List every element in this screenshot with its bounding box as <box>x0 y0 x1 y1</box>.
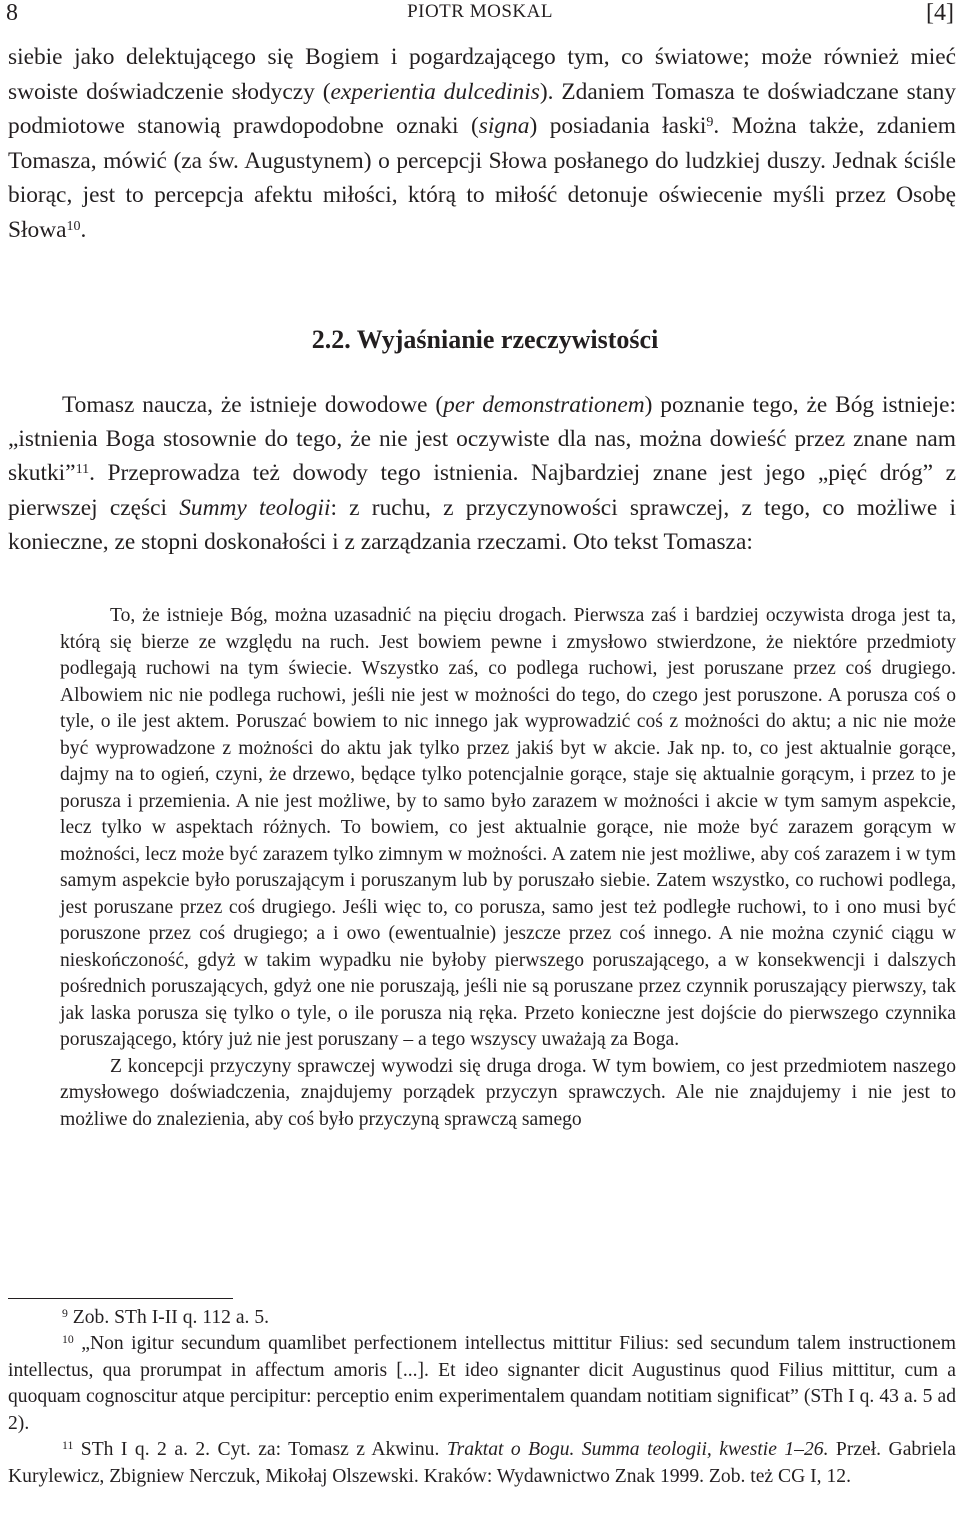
quote-paragraph: Z koncepcji przyczyny sprawczej wywodzi się druga droga. W tym bowiem, co jest przedmiotem naszego zmysłowego doświadczenia, znajdujemy porządek przyczyn sprawczych. Ale nie znajdujemy i nie jest to możliwe do znalezienia, aby coś było przyczyną sprawczą samego <box>60 1055 956 1130</box>
footnote-number: 9 <box>62 1307 68 1321</box>
text-run: ) posiadania łaski <box>529 113 707 139</box>
text-run: . Przeprowadza też dowody tego istnienia. Najbardziej znane jest jego „pięć dróg” z pierwszej części <box>8 460 956 521</box>
running-author: PIOTR MOSKAL <box>407 1 553 22</box>
footnote-number: 10 <box>62 1333 74 1347</box>
text-run: Tomasz naucza, że istnieje dowodowe ( <box>62 392 444 418</box>
latin-term: per demonstrationem <box>443 392 645 418</box>
latin-term: signa <box>478 113 530 139</box>
footnote-number: 11 <box>62 1439 74 1453</box>
book-title: Traktat o Bogu. Summa teologii, kwestie 1–26. <box>446 1439 829 1460</box>
book-title: Summy teologii <box>179 494 331 521</box>
footnote-text: Przeł. Gabriela Kurylewicz, Zbigniew Nerczuk, Mikołaj Olszewski. Kraków: Wydawnictwo Znak 1999. Zob. też CG I, 12. <box>8 1439 956 1487</box>
paragraph-body <box>8 388 956 559</box>
footnote-text: STh I q. 2 a. 2. Cyt. za: Tomasz z Akwinu. <box>80 1439 447 1460</box>
text-run: : z ruchu, z przyczynowości sprawczej, z tego, co możliwe i konieczne, ze stopni doskonałości i z zarządzania rzeczami. Oto tekst Tomasza: <box>8 494 956 555</box>
footnote-10 <box>8 1331 956 1437</box>
section-marker: [4] <box>926 0 954 26</box>
text-run: ). Zdaniem Tomasza te doświadczane stany podmiotowe stanowią prawdopodobne oznaki ( <box>8 78 956 139</box>
footnote-text: Zob. STh I-II q. 112 a. 5. <box>72 1307 270 1328</box>
footnote-ref[interactable]: 10 <box>66 217 81 234</box>
running-header <box>0 0 960 34</box>
footnote-text: „Non igitur secundum quamlibet perfectionem intellectus mittitur Filius: sed secundum talem instructionem intellectus, qua prorumpat in affectum amoris [...]. Et ideo signanter dicit Augustinus quod Filius mittitur, cum a quoquam cognoscitur atque percipitur: perceptio enim experimentalem quandam notitiam significat” (STh I q. 43 a. 5 ad 2). <box>8 1333 956 1434</box>
footnote-ref[interactable]: 9 <box>706 113 714 130</box>
paragraph-intro <box>8 40 956 247</box>
latin-term: experientia dulcedinis <box>330 78 540 105</box>
footnote-11 <box>8 1437 956 1490</box>
block-quote <box>60 603 956 1133</box>
footnote-divider <box>8 1298 233 1299</box>
text-run: siebie jako delektującego się Bogiem i pogardzającego tym, co światowe; może również mieć swoiste doświadczenie słodyczy ( <box>8 44 956 105</box>
footnote-9 <box>8 1305 956 1332</box>
text-run: . <box>80 216 87 243</box>
text-run: . Można także, zdaniem Tomasza, mówić (za św. Augustynem) o percepcji Słowa posłanego do ludzkiej duszy. Jednak ściśle biorąc, jest to percepcja afektu miłości, którą to miłość detonuje oświecenie myśli przez Osobę Słowa <box>8 113 956 243</box>
footnote-ref[interactable]: 11 <box>75 461 90 478</box>
section-heading: 2.2. Wyjaśnianie rzeczywistości <box>311 325 659 354</box>
quote-paragraph: To, że istnieje Bóg, można uzasadnić na pięciu drogach. Pierwsza zaś i bardziej oczywista droga jest ta, którą się bierze ze względu na ruch. Jest bowiem pewne i zmysłowo stwierdzone, że niektóre przedmioty podlegają ruchowi na tym świecie. Wszystko zaś, co podlega ruchowi, jest poruszane przez coś drugiego. Albowiem nic nie podlega ruchowi, jeśli nie jest w możności do tego, do czego jest poruszone. A porusza coś o tyle, o ile jest aktem. Poruszać bowiem to nic innego jak wyprowadzić coś z możności do aktu; a nic nie może być wyprowadzone z możności do aktu jak tylko przez jakiś byt w akcie. Jak np. to, co jest aktualnie gorące, dajmy na to ogień, czyni, że drzewo, będące tylko potencjalnie gorące, staje się aktualnie gorącym, i przez to je porusza i przemienia. A nie jest możliwe, by to samo było zarazem w możności i akcie w tym samym aspekcie, lecz tylko w aspektach różnych. To bowiem, co jest aktualnie gorące, nie może być zarazem gorącym w możności, lecz może być zarazem tylko zimnym w możności. A zatem nie jest możliwe, aby coś zarazem i w tym samym aspekcie było poruszającym i poruszanym lub by poruszało siebie. Zatem wszystko, co ruchowi podlega, jest poruszane przez coś drugiego. Jeśli więc to, co porusza, samo jest też podległe ruchowi, to i ono musi być poruszone przez coś drugiego; a i owo (ewentualnie) jeszcze przez coś innego. A nie można czynić ciągu w nieskończoność, gdyż w takim wypadku nie byłoby pierwszego poruszającego, a w konsekwencji i dalszych pośrednich poruszających, gdyż one nie poruszają, jeśli nie są poruszane przez czynnik poruszający pierwszy, tak jak laska porusza się tylko o tyle, o ile porusza nią ręka. Przeto konieczne jest dojście do pierwszego czynnika poruszającego, który już nie jest poruszany – a tego wszyscy uważają za Boga. <box>60 605 956 1050</box>
page-number: 8 <box>6 0 18 26</box>
text-run: ) poznanie tego, że Bóg istnieje: „istnienia Boga stosownie do tego, że nie jest oczywiste dla nas, można dowieść przez znane nam skutki” <box>8 392 957 487</box>
